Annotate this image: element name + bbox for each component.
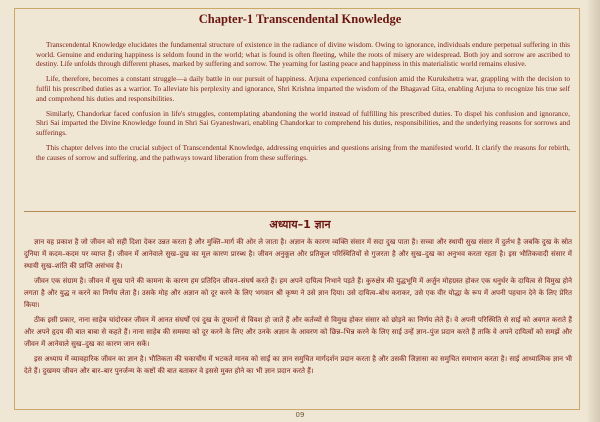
english-paragraph: Similarly, Chandorkar faced confusion in life's struggles, contemplating abandoning the world instead of fulfilling his prescribed duties. To dispel his confusion and ignorance, Shri Sai imparted the Divine Knowledge found in Shri Sai Gyaneshwari, enabling Chandorkar to comprehend his duties, responsibilities, and the underlying reasons for sorrows and sufferings.: [36, 108, 570, 137]
hindi-paragraph: जीवन एक संग्राम है। जीवन में सुख पाने की कामना के कारण हम प्रतिदिन जीवन–संघर्ष करते हैं। हम अपने दायित्व निभाने पड़ते हैं। कुरुक्षेत्र की युद्धभूमि में अर्जुन मोहग्रस्त होकर एक धनुर्धर के दायित्व से विमुख होने लगता है और युद्ध न करने का निर्णय लेता है। उसके मोह और अज्ञान को दूर करने के लिए भगवान श्री कृष्ण ने उसे ज्ञान दिया। उसे दायित्व–बोध कराकर, उसे एक वीर योद्धा के रूप में अपनी पहचान देने के लिए प्रेरित किया।: [24, 277, 572, 309]
page-number: 09: [295, 411, 305, 419]
english-paragraph: This chapter delves into the crucial subject of Transcendental Knowledge, addressing enquiries and questions arising from the manifested world. It clarify the reasons for rebirth, the causes of sorrow and suffering, and the pathways toward liberation from these sufferings.: [36, 142, 570, 162]
hindi-paragraph: इस अध्याय में व्यावहारिक जीवन का ज्ञान है। भौतिकता की चकाचौंध में भटकते मानव को साईं का ज्ञान समुचित मार्गदर्शन प्रदान करता है और उसकी जिज्ञासा का समुचित समाधान करता है। साई आध्यात्मिक ज्ञान भी देते हैं। दुखमय जीवन और बार–बार पुनर्जन्म के कष्टों की बात बताकर वे इससे मुक्त होने का भी ज्ञान प्रदान करते हैं।: [24, 355, 572, 375]
hindi-paragraph: ज्ञान वह प्रकाश है जो जीवन को सही दिशा देकर उन्नत करता है और मुक्ति–मार्ग की ओर ले जाता है। अज्ञान के कारण व्यक्ति संसार में सदा दुख पाता है। सच्चा और स्थायी सुख संसार में दुर्लभ है जबकि दुख के स्रोत दुनिया में कदम–कदम पर व्याप्त हैं। जीवन में आनेवाले सुख–दुख का मूल कारण प्रारब्ध है। जीवन अनुकूल और प्रतिकूल परिस्थितियों से गुजरता है और सुख–दुख का अनुभव करता रहता है। इस भौतिकवादी संसार में स्थायी सुख–शांति की प्राप्ति असंभव है।: [24, 238, 572, 270]
hindi-text: [24, 236, 572, 380]
english-paragraph: Transcendental Knowledge elucidates the fundamental structure of existence in the radiance of divine wisdom. Owing to ignorance, individuals endure perpetual suffering in this world. Genuine and enduring happiness is seldom found in the world; what is found is often fleeting, while the roots of misery are widespread. Both joy and sorrow are ascribed to destiny. Life unfolds through different phases, marked by suffering and sorrow. The yearning for lasting peace and happiness in this materialistic world remains elusive.: [36, 40, 570, 69]
english-text: [36, 40, 570, 167]
chapter-title: Chapter-1 Transcendental Knowledge: [198, 12, 402, 26]
section-divider: [24, 211, 576, 212]
adhyay-title: अध्याय–1 ज्ञान: [269, 218, 331, 231]
hindi-paragraph: ठीक इसी प्रकार, नाना साहेब चांदोरकर जीवन में आनत संघर्षों एवं दुख के तूफानों से विवश हो जाते हैं और कर्तव्यों से विमुख होकर संसार को छोड़ने का निर्णय लेते हैं। वे अपनी परिस्थिति से साई को अवगत कराते हैं और अपने हृदय की बात बाबा से कहते हैं। नाना साहेब की समस्या को दूर करने के लिए और उनके अज्ञान के आवरण को छिन्न–भिन्न करने के लिए साई उन्हें ज्ञान–पुंज प्रदान करते हैं ताकि वे अपने दायित्वों को समझें और जीवन में आनेवाले सुख–दुख का कारण जान सकें।: [24, 316, 572, 348]
english-paragraph: Life, therefore, becomes a constant struggle—a daily battle in our pursuit of happiness. Arjuna experienced confusion amid the Kurukshetra war, grappling with the decision to fulfil his prescribed duties as a warrior. To alleviate his perplexity and ignorance, Shri Krishna imparted the wisdom of the Bhagavad Gita, enabling Arjuna to recognize his true self and comprehend his duties and responsibilities.: [36, 74, 570, 103]
